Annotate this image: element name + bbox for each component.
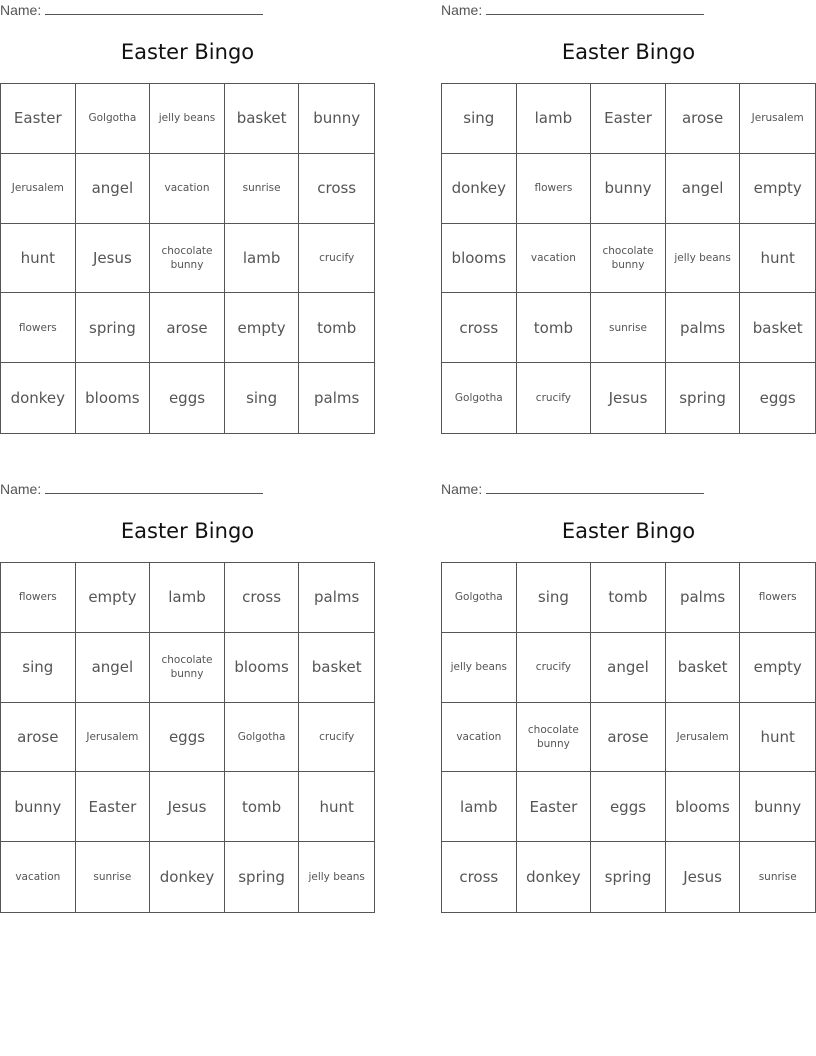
bingo-cell: hunt: [740, 703, 815, 773]
bingo-cell: Jerusalem: [1, 154, 76, 224]
bingo-cell: blooms: [76, 363, 151, 433]
name-blank: [45, 2, 263, 15]
name-line: [441, 2, 704, 18]
bingo-cell: chocolate bunny: [150, 224, 225, 294]
bingo-cell: crucify: [517, 633, 592, 703]
bingo-cell: eggs: [759, 388, 796, 407]
bingo-cell: jelly beans: [308, 871, 365, 883]
bingo-cell: eggs: [591, 772, 666, 842]
bingo-cell: angel: [591, 633, 666, 703]
bingo-cell: arose: [1, 703, 76, 773]
bingo-cell: tomb: [517, 293, 592, 363]
bingo-cell: flowers: [517, 154, 592, 224]
bingo-cell: cross: [442, 293, 517, 363]
bingo-cell: Jerusalem: [76, 703, 151, 773]
bingo-cell: arose: [591, 703, 666, 773]
bingo-cell: chocolate bunny: [150, 633, 225, 703]
bingo-grid: [441, 83, 816, 434]
bingo-cell: basket: [299, 633, 374, 703]
bingo-cell: Jesus: [591, 363, 666, 433]
bingo-cell: arose: [150, 293, 225, 363]
bingo-cell: hunt: [740, 224, 815, 294]
bingo-cell: chocolate bunny: [517, 703, 592, 773]
bingo-cell: crucify: [299, 703, 374, 773]
bingo-cell: vacation: [150, 154, 225, 224]
bingo-cell: empty: [76, 563, 151, 633]
bingo-cell: bunny: [1, 772, 76, 842]
bingo-cell: empty: [740, 633, 815, 703]
bingo-grid: [441, 562, 816, 913]
bingo-cell: eggs: [150, 363, 225, 433]
bingo-cell: spring: [591, 842, 666, 912]
bingo-cell: spring: [666, 363, 741, 433]
bingo-grid: [0, 562, 375, 913]
bingo-cell: crucify: [517, 363, 592, 433]
bingo-cell: jelly beans: [150, 84, 225, 154]
bingo-cell: blooms: [225, 633, 300, 703]
name-label: Name:: [0, 481, 42, 497]
bingo-cell: flowers: [1, 563, 76, 633]
bingo-cell: Jesus: [150, 772, 225, 842]
bingo-cell: empty: [225, 293, 300, 363]
name-line: [0, 481, 263, 497]
bingo-cell: arose: [666, 84, 741, 154]
bingo-cell: spring: [225, 842, 300, 912]
name-label: Name:: [441, 481, 483, 497]
bingo-cell: angel: [76, 633, 151, 703]
name-label: Name:: [0, 2, 42, 18]
bingo-cell: sing: [517, 563, 592, 633]
bingo-grid: [0, 83, 375, 434]
bingo-cell: blooms: [442, 224, 517, 294]
name-blank: [486, 2, 704, 15]
bingo-cell: eggs: [150, 703, 225, 773]
bingo-cell: spring: [76, 293, 151, 363]
bingo-cell: Golgotha: [442, 363, 517, 433]
bingo-cell: bunny: [299, 84, 374, 154]
bingo-cell: sunrise: [76, 842, 151, 912]
card-title: Easter Bingo: [561, 40, 696, 64]
bingo-cell: sunrise: [225, 154, 300, 224]
bingo-cell: vacation: [1, 842, 76, 912]
bingo-cell: Easter: [591, 84, 666, 154]
name-line: [441, 481, 704, 497]
bingo-cell: Jerusalem: [740, 84, 815, 154]
bingo-cell: sunrise: [758, 871, 797, 883]
bingo-cell: cross: [299, 154, 374, 224]
name-blank: [45, 481, 263, 494]
bingo-cell: crucify: [299, 224, 374, 294]
name-blank: [486, 481, 704, 494]
bingo-cell: lamb: [517, 84, 592, 154]
bingo-cell: cross: [225, 563, 300, 633]
bingo-cell: flowers: [1, 293, 76, 363]
bingo-cell: Easter: [1, 84, 76, 154]
bingo-cell: tomb: [299, 293, 374, 363]
bingo-cell: lamb: [150, 563, 225, 633]
bingo-cell: vacation: [442, 703, 517, 773]
bingo-cell: donkey: [442, 154, 517, 224]
bingo-cell: Golgotha: [225, 703, 300, 773]
bingo-cell: bunny: [740, 772, 815, 842]
bingo-cell: palms: [666, 563, 741, 633]
bingo-cell: donkey: [150, 842, 225, 912]
bingo-cell: lamb: [442, 772, 517, 842]
bingo-cell: basket: [225, 84, 300, 154]
bingo-cell: jelly beans: [666, 224, 741, 294]
bingo-cell: blooms: [666, 772, 741, 842]
bingo-cell: Jerusalem: [666, 703, 741, 773]
card-title: Easter Bingo: [120, 519, 255, 543]
bingo-cell: sing: [225, 363, 300, 433]
bingo-cell: basket: [740, 293, 815, 363]
bingo-cell: sunrise: [591, 293, 666, 363]
bingo-cell: Jesus: [666, 842, 741, 912]
card-title: Easter Bingo: [561, 519, 696, 543]
bingo-cell: Golgotha: [442, 563, 517, 633]
bingo-cell: jelly beans: [442, 633, 517, 703]
bingo-cell: palms: [314, 388, 360, 407]
bingo-cell: Jesus: [76, 224, 151, 294]
card-title: Easter Bingo: [120, 40, 255, 64]
name-line: [0, 2, 263, 18]
bingo-cell: donkey: [517, 842, 592, 912]
bingo-cell: cross: [442, 842, 517, 912]
bingo-cell: sing: [442, 84, 517, 154]
bingo-cell: palms: [299, 563, 374, 633]
bingo-cell: palms: [666, 293, 741, 363]
bingo-cell: Golgotha: [76, 84, 151, 154]
bingo-cell: Easter: [517, 772, 592, 842]
bingo-cell: chocolate bunny: [591, 224, 666, 294]
bingo-cell: tomb: [591, 563, 666, 633]
bingo-cell: angel: [76, 154, 151, 224]
bingo-cell: vacation: [517, 224, 592, 294]
bingo-cell: Easter: [76, 772, 151, 842]
bingo-cell: donkey: [1, 363, 76, 433]
bingo-cell: sing: [1, 633, 76, 703]
bingo-cell: lamb: [225, 224, 300, 294]
bingo-cell: angel: [666, 154, 741, 224]
name-label: Name:: [441, 2, 483, 18]
bingo-cell: bunny: [591, 154, 666, 224]
bingo-cell: tomb: [225, 772, 300, 842]
bingo-cell: basket: [666, 633, 741, 703]
bingo-cell: flowers: [740, 563, 815, 633]
bingo-cell: hunt: [299, 772, 374, 842]
bingo-cell: empty: [740, 154, 815, 224]
bingo-cell: hunt: [1, 224, 76, 294]
